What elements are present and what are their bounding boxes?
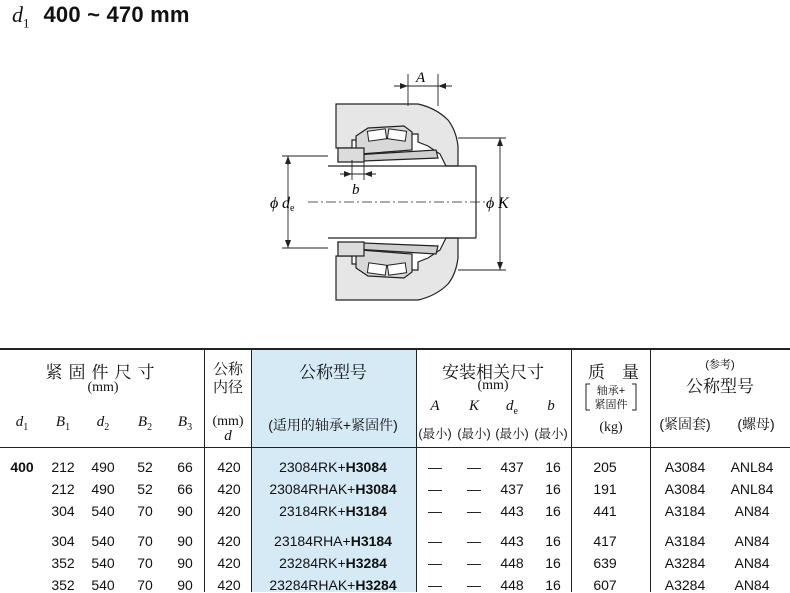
dim-label-A: A — [416, 70, 426, 86]
cell-a: — — [428, 503, 442, 519]
dimension-table — [0, 348, 790, 592]
cell-model: 23284RHAK+H3284 — [269, 577, 397, 593]
cell-d2: 540 — [91, 577, 115, 593]
cell-b1: 352 — [51, 577, 75, 593]
page-header — [12, 2, 190, 32]
cell-mass: 191 — [593, 481, 617, 497]
cell-de: 443 — [500, 533, 524, 549]
cell-b3: 90 — [177, 555, 193, 571]
header-fastener-unit: (mm) — [87, 380, 119, 395]
header-mass-1: 质 — [588, 363, 605, 382]
column-divider — [416, 348, 417, 592]
cell-d2: 490 — [91, 459, 115, 475]
cell-d: 420 — [217, 459, 241, 475]
header-nominal-bore-1: 公称 — [212, 361, 244, 378]
table-top-rule — [0, 348, 790, 350]
cell-model: 23184RK+H3184 — [279, 503, 387, 519]
col-d1: $d_1$ — [15, 414, 29, 433]
cell-b1: 352 — [51, 555, 75, 571]
cell-mass: 441 — [593, 503, 617, 519]
header-install-unit: (mm) — [477, 378, 509, 393]
bore-symbol: $d_1$ — [12, 2, 30, 31]
cell-nut: AN84 — [734, 533, 770, 549]
cell-b2: 52 — [137, 481, 153, 497]
cell-sleeve: A3184 — [664, 533, 706, 549]
cell-b: 16 — [545, 555, 561, 571]
cell-a: — — [428, 577, 442, 593]
header-install-dims: 安装相关尺寸 — [442, 363, 544, 382]
mass-bracket — [584, 382, 638, 412]
cell-d2: 540 — [91, 555, 115, 571]
dim-label-phi-de: ϕ — [270, 195, 279, 212]
cell-sleeve: A3084 — [664, 459, 706, 475]
cell-a: — — [428, 533, 442, 549]
header-mass-2: 量 — [622, 363, 639, 382]
cell-k: — — [467, 481, 481, 497]
cell-b2: 70 — [137, 503, 153, 519]
header-ref-model: 公称型号 — [686, 377, 754, 396]
cell-sleeve: A3284 — [664, 577, 706, 593]
col-bore-unit: (mm) — [212, 414, 244, 429]
col-b: b — [547, 398, 555, 414]
cell-k: — — [467, 503, 481, 519]
cell-mass: 205 — [593, 459, 617, 475]
col-model-sub: (适用的轴承+紧固件) — [268, 417, 398, 433]
col-B1: $B_1$ — [55, 414, 71, 433]
cell-de: 437 — [500, 459, 524, 475]
bore-range: 400 ~ 470 mm — [43, 2, 190, 27]
cell-a: — — [428, 555, 442, 571]
cell-d: 420 — [217, 503, 241, 519]
dim-label-de: de — [282, 195, 295, 214]
cell-d: 420 — [217, 555, 241, 571]
column-divider — [251, 348, 252, 592]
column-divider — [650, 348, 651, 592]
col-b-min: (最小) — [534, 427, 568, 441]
col-B3: $B_3$ — [177, 414, 193, 433]
cell-nut: AN84 — [734, 503, 770, 519]
cell-de: 437 — [500, 481, 524, 497]
cell-d2: 540 — [91, 503, 115, 519]
header-nominal-bore-2: 内径 — [212, 379, 244, 396]
dim-label-b: b — [352, 182, 360, 198]
cell-b: 16 — [545, 481, 561, 497]
cell-sleeve: A3284 — [664, 555, 706, 571]
col-mass-unit: (kg) — [599, 420, 623, 435]
col-A: A — [430, 398, 440, 414]
cell-model: 23284RK+H3284 — [279, 555, 387, 571]
cell-b2: 70 — [137, 533, 153, 549]
cell-k: — — [467, 459, 481, 475]
cell-b1: 304 — [51, 503, 75, 519]
cell-nut: ANL84 — [730, 459, 774, 475]
cell-b1: 212 — [51, 481, 75, 497]
cell-b3: 90 — [177, 577, 193, 593]
cell-b1: 212 — [51, 459, 75, 475]
cell-de: 448 — [500, 577, 524, 593]
cell-b1: 304 — [51, 533, 75, 549]
cell-b: 16 — [545, 503, 561, 519]
cell-b: 16 — [545, 577, 561, 593]
col-d2: $d_2$ — [96, 414, 110, 433]
cell-mass: 417 — [593, 533, 617, 549]
col-K-min: (最小) — [457, 427, 491, 441]
cell-d: 420 — [217, 481, 241, 497]
cell-b3: 66 — [177, 481, 193, 497]
cell-b2: 52 — [137, 459, 153, 475]
col-de: $d_e$ — [506, 398, 518, 417]
cell-mass: 639 — [593, 555, 617, 571]
dim-label-K: K — [498, 195, 509, 212]
cell-b2: 70 — [137, 577, 153, 593]
col-ref-nut: (螺母) — [737, 416, 775, 432]
cell-d1: 400 — [10, 459, 34, 475]
cell-de: 443 — [500, 503, 524, 519]
col-K: K — [468, 398, 480, 414]
cell-mass: 607 — [593, 577, 617, 593]
cell-d: 420 — [217, 533, 241, 549]
cell-b3: 90 — [177, 533, 193, 549]
cell-b3: 90 — [177, 503, 193, 519]
cell-nut: ANL84 — [730, 481, 774, 497]
cell-a: — — [428, 459, 442, 475]
cell-model: 23084RHAK+H3084 — [269, 481, 397, 497]
header-ref-note: (参考) — [705, 359, 735, 371]
col-B2: $B_2$ — [137, 414, 153, 433]
cell-a: — — [428, 481, 442, 497]
dim-label-phi-K: ϕ — [486, 195, 495, 212]
column-divider — [571, 348, 572, 592]
header-mass-sub-1: 轴承+ — [596, 385, 626, 397]
cell-k: — — [467, 577, 481, 593]
header-mass-sub-2: 紧固件 — [594, 399, 628, 411]
cell-model: 23184RHA+H3184 — [274, 533, 392, 549]
cell-sleeve: A3084 — [664, 481, 706, 497]
cell-b3: 66 — [177, 459, 193, 475]
cell-k: — — [467, 555, 481, 571]
col-ref-sleeve: (紧固套) — [659, 416, 711, 432]
header-nominal-model: 公称型号 — [299, 363, 367, 382]
column-divider — [204, 348, 205, 592]
cell-b2: 70 — [137, 555, 153, 571]
cell-model: 23084RK+H3084 — [279, 459, 387, 475]
bearing-assembly-diagram — [268, 62, 528, 304]
col-A-min: (最小) — [418, 427, 452, 441]
col-bore-symbol: d — [224, 428, 232, 444]
cell-d2: 490 — [91, 481, 115, 497]
table-header-rule — [0, 447, 790, 448]
cell-k: — — [467, 533, 481, 549]
cell-d: 420 — [217, 577, 241, 593]
cell-nut: AN84 — [734, 577, 770, 593]
cell-d2: 540 — [91, 533, 115, 549]
header-fastener-dims: 紧固件尺寸 — [45, 363, 161, 382]
cell-nut: AN84 — [734, 555, 770, 571]
cell-de: 448 — [500, 555, 524, 571]
cell-b: 16 — [545, 533, 561, 549]
cell-b: 16 — [545, 459, 561, 475]
col-de-min: (最小) — [495, 427, 529, 441]
cell-sleeve: A3184 — [664, 503, 706, 519]
